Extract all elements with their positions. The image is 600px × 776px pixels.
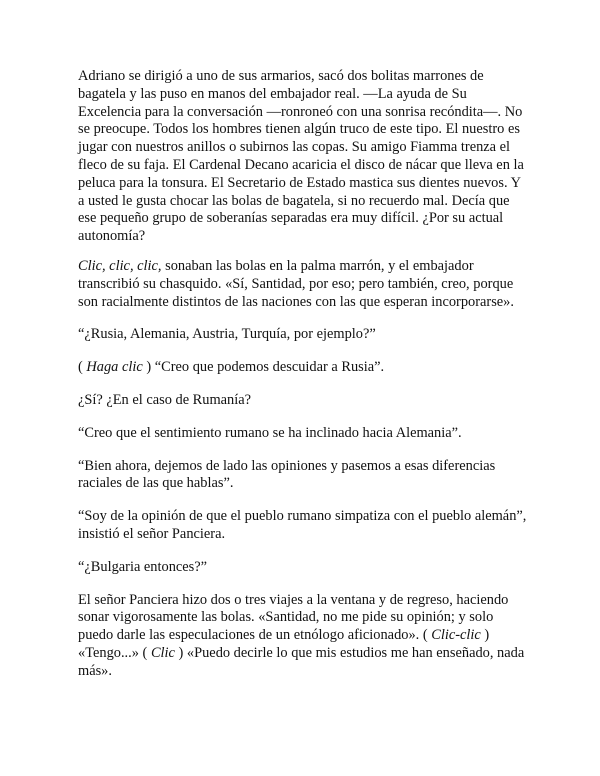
paragraph-3-text: “¿Rusia, Alemania, Austria, Turquía, por ejemplo?” (78, 326, 376, 343)
paragraph-8-text: “Soy de la opinión de que el pueblo rumano simpatiza con el pueblo alemán”, insistió el señor Panciera. (78, 508, 527, 542)
paragraph-3 (78, 326, 530, 344)
paragraph-4-italic: Haga clic (86, 359, 143, 376)
paragraph-2-text: sonaban las bolas en la palma marrón, y el embajador transcribió su chasquido. «Sí, Santidad, por eso; pero también, creo, porque son racialmente distintos de las naciones con las que esperan incorporarse». (78, 257, 514, 310)
paragraph-5-text: ¿Sí? ¿En el caso de Rumanía? (78, 391, 252, 408)
paragraph-10 (78, 592, 530, 681)
paragraph-2-italic: Clic, clic, clic, (78, 257, 162, 274)
paragraph-7 (78, 458, 530, 494)
paragraph-4-text: ) “Creo que podemos descuidar a Rusia”. (142, 359, 385, 376)
paragraph-9 (78, 559, 530, 577)
paragraph-7-text: “Bien ahora, dejemos de lado las opiniones y pasemos a esas diferencias raciales de las que hablas”. (78, 457, 496, 492)
paragraph-2 (78, 258, 530, 311)
paragraph-10-text-b: ) «Tengo...» ( (78, 627, 490, 661)
paragraph-6-text: “Creo que el sentimiento rumano se ha inclinado hacia Alemania”. (78, 424, 462, 441)
document-page (78, 68, 530, 696)
paragraph-10-italic-1: Clic-clic (431, 627, 481, 644)
paragraph-1-text: Adriano se dirigió a uno de sus armarios, sacó dos bolitas marrones de bagatela y las puso en manos del embajador real. —La ayuda de Su Excelencia para la conversación —ronroneó con una sonrisa recóndita—. No se preocupe. Todos los hombres tienen algún truco de este tipo. El nuestro es jugar con nuestros anillos o subirnos las copas. Su amigo Fiamma trenza el fleco de su faja. El Cardenal Decano acaricia el disco de nácar que lleva en la peluca para la tonsura. El Secretario de Estado mastica sus dientes nuevos. Y a usted le gusta chocar las bolas de bagatela, si no recuerdo mal. Decía que ese pequeño grupo de soberanías separadas era muy difícil. ¿Por su actual autonomía? (78, 68, 524, 245)
paragraph-4 (78, 359, 530, 377)
paragraph-10-text-a: El señor Panciera hizo dos o tres viajes a la ventana y de regreso, haciendo sonar vigorosamente las bolas. «Santidad, no me pide su opinión; y solo puedo darle las especulaciones de un etnólogo aficionado». ( (78, 591, 509, 644)
paragraph-8 (78, 508, 530, 544)
paragraph-10-italic-2: Clic (150, 644, 175, 661)
paragraph-9-text: “¿Bulgaria entonces?” (78, 558, 208, 575)
paragraph-1 (78, 68, 530, 246)
paragraph-4-open: ( (78, 359, 87, 376)
paragraph-6 (78, 425, 530, 443)
paragraph-5 (78, 392, 530, 410)
paragraph-10-text-c: ) «Puedo decirle lo que mis estudios me han enseñado, nada más». (78, 644, 525, 679)
